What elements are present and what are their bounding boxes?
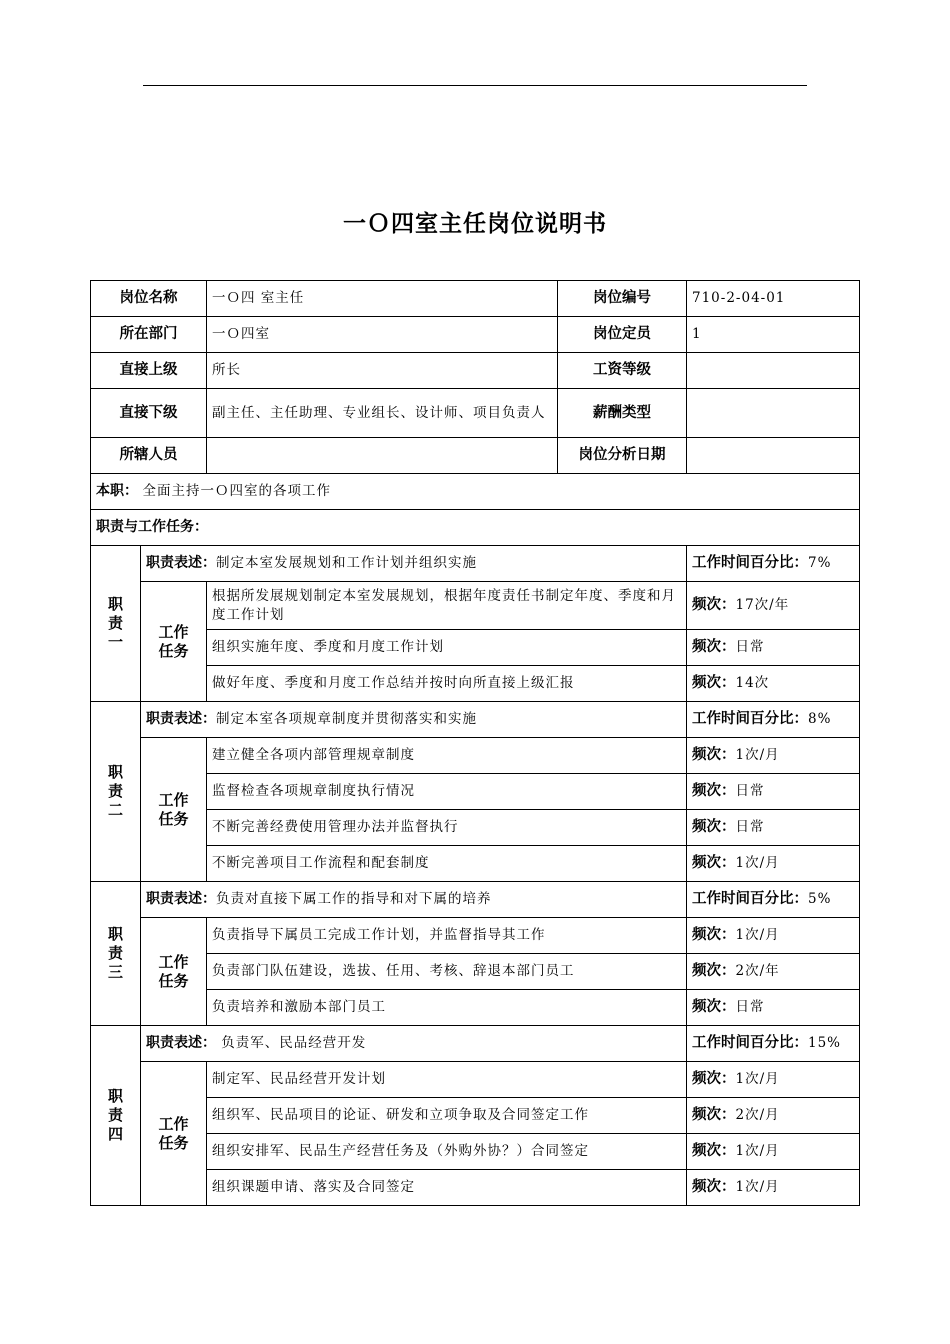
duty-4-task-1: 制定军、民品经营开发计划 xyxy=(207,1062,687,1098)
position-code-label: 岗位编号 xyxy=(558,281,687,317)
document-title: 一Ｏ四室主任岗位说明书 xyxy=(343,211,607,237)
position-name-value: 一Ｏ四 室主任 xyxy=(207,281,558,317)
job-description-form xyxy=(90,280,860,1206)
core-duty-row xyxy=(91,474,860,510)
duty-1-task-1-freq: 频次：17次/年 xyxy=(687,582,860,630)
duty-2-task-2-freq: 频次：日常 xyxy=(687,774,860,810)
position-name-label: 岗位名称 xyxy=(91,281,207,317)
duty-2-task-1-freq: 频次：1次/月 xyxy=(687,738,860,774)
duty-4-desc: 职责表述： 负责军、民品经营开发 xyxy=(141,1026,687,1062)
staff-value xyxy=(207,438,558,474)
duty-2-task-4-freq: 频次：1次/月 xyxy=(687,846,860,882)
duty-2-task-1: 建立健全各项内部管理规章制度 xyxy=(207,738,687,774)
core-duty-text: 全面主持一Ｏ四室的各项工作 xyxy=(142,483,331,499)
position-code-value: 710-2-04-01 xyxy=(687,281,860,317)
duty-1-task-3-freq: 频次：14次 xyxy=(687,666,860,702)
duty-4-task-4-freq: 频次：1次/月 xyxy=(687,1170,860,1206)
staff-label: 所辖人员 xyxy=(91,438,207,474)
headcount-value: 1 xyxy=(687,317,860,353)
duty-4-task-label: 工作 任务 xyxy=(141,1062,207,1206)
duty-2-desc: 职责表述：制定本室各项规章制度并贯彻落实和实施 xyxy=(141,702,687,738)
core-duty-label: 本职： xyxy=(96,483,138,499)
duty-1-label: 职 责 一 xyxy=(91,546,141,702)
header-rule xyxy=(143,85,807,86)
salary-type-value xyxy=(687,389,860,438)
salary-type-label: 薪酬类型 xyxy=(558,389,687,438)
duty-4-pct: 工作时间百分比：15% xyxy=(687,1026,860,1062)
department-label: 所在部门 xyxy=(91,317,207,353)
duties-header: 职责与工作任务： xyxy=(91,510,860,546)
duty-4-label: 职 责 四 xyxy=(91,1026,141,1206)
duty-1-task-3: 做好年度、季度和月度工作总结并按时向所直接上级汇报 xyxy=(207,666,687,702)
duty-2-label: 职 责 二 xyxy=(91,702,141,882)
duty-2-task-3-freq: 频次：日常 xyxy=(687,810,860,846)
duty-4-task-4: 组织课题申请、落实及合同签定 xyxy=(207,1170,687,1206)
duty-4-task-2: 组织军、民品项目的论证、研发和立项争取及合同签定工作 xyxy=(207,1098,687,1134)
subordinates-value: 副主任、主任助理、专业组长、设计师、项目负责人 xyxy=(207,389,558,438)
duty-4-task-3: 组织安排军、民品生产经营任务及（外购外协？）合同签定 xyxy=(207,1134,687,1170)
duty-2-task-3: 不断完善经费使用管理办法并监督执行 xyxy=(207,810,687,846)
duty-1-desc: 职责表述：制定本室发展规划和工作计划并组织实施 xyxy=(141,546,687,582)
salary-grade-value xyxy=(687,353,860,389)
duty-1-task-label: 工作 任务 xyxy=(141,582,207,702)
duty-3-task-2-freq: 频次：2次/年 xyxy=(687,954,860,990)
duty-3-task-3-freq: 频次：日常 xyxy=(687,990,860,1026)
duty-3-label: 职 责 三 xyxy=(91,882,141,1026)
duty-4-task-1-freq: 频次：1次/月 xyxy=(687,1062,860,1098)
duty-4-task-3-freq: 频次：1次/月 xyxy=(687,1134,860,1170)
duty-2-task-4: 不断完善项目工作流程和配套制度 xyxy=(207,846,687,882)
duty-3-task-3: 负责培养和激励本部门员工 xyxy=(207,990,687,1026)
duty-3-pct: 工作时间百分比：5% xyxy=(687,882,860,918)
superior-value: 所长 xyxy=(207,353,558,389)
duty-1-task-2: 组织实施年度、季度和月度工作计划 xyxy=(207,630,687,666)
duty-1-task-1: 根据所发展规划制定本室发展规划，根据年度责任书制定年度、季度和月度工作计划 xyxy=(207,582,687,630)
headcount-label: 岗位定员 xyxy=(558,317,687,353)
duty-4-task-2-freq: 频次：2次/月 xyxy=(687,1098,860,1134)
duty-2-pct: 工作时间百分比：8% xyxy=(687,702,860,738)
analysis-date-label: 岗位分析日期 xyxy=(558,438,687,474)
analysis-date-value xyxy=(687,438,860,474)
duty-3-task-1: 负责指导下属员工完成工作计划，并监督指导其工作 xyxy=(207,918,687,954)
superior-label: 直接上级 xyxy=(91,353,207,389)
subordinates-label: 直接下级 xyxy=(91,389,207,438)
duty-3-task-label: 工作 任务 xyxy=(141,918,207,1026)
duty-2-task-label: 工作 任务 xyxy=(141,738,207,882)
salary-grade-label: 工资等级 xyxy=(558,353,687,389)
duty-3-desc: 职责表述：负责对直接下属工作的指导和对下属的培养 xyxy=(141,882,687,918)
duty-3-task-2: 负责部门队伍建设，选拔、任用、考核、辞退本部门员工 xyxy=(207,954,687,990)
duty-1-task-2-freq: 频次：日常 xyxy=(687,630,860,666)
department-value: 一Ｏ四室 xyxy=(207,317,558,353)
duty-2-task-2: 监督检查各项规章制度执行情况 xyxy=(207,774,687,810)
duty-1-pct: 工作时间百分比：7% xyxy=(687,546,860,582)
duty-3-task-1-freq: 频次：1次/月 xyxy=(687,918,860,954)
